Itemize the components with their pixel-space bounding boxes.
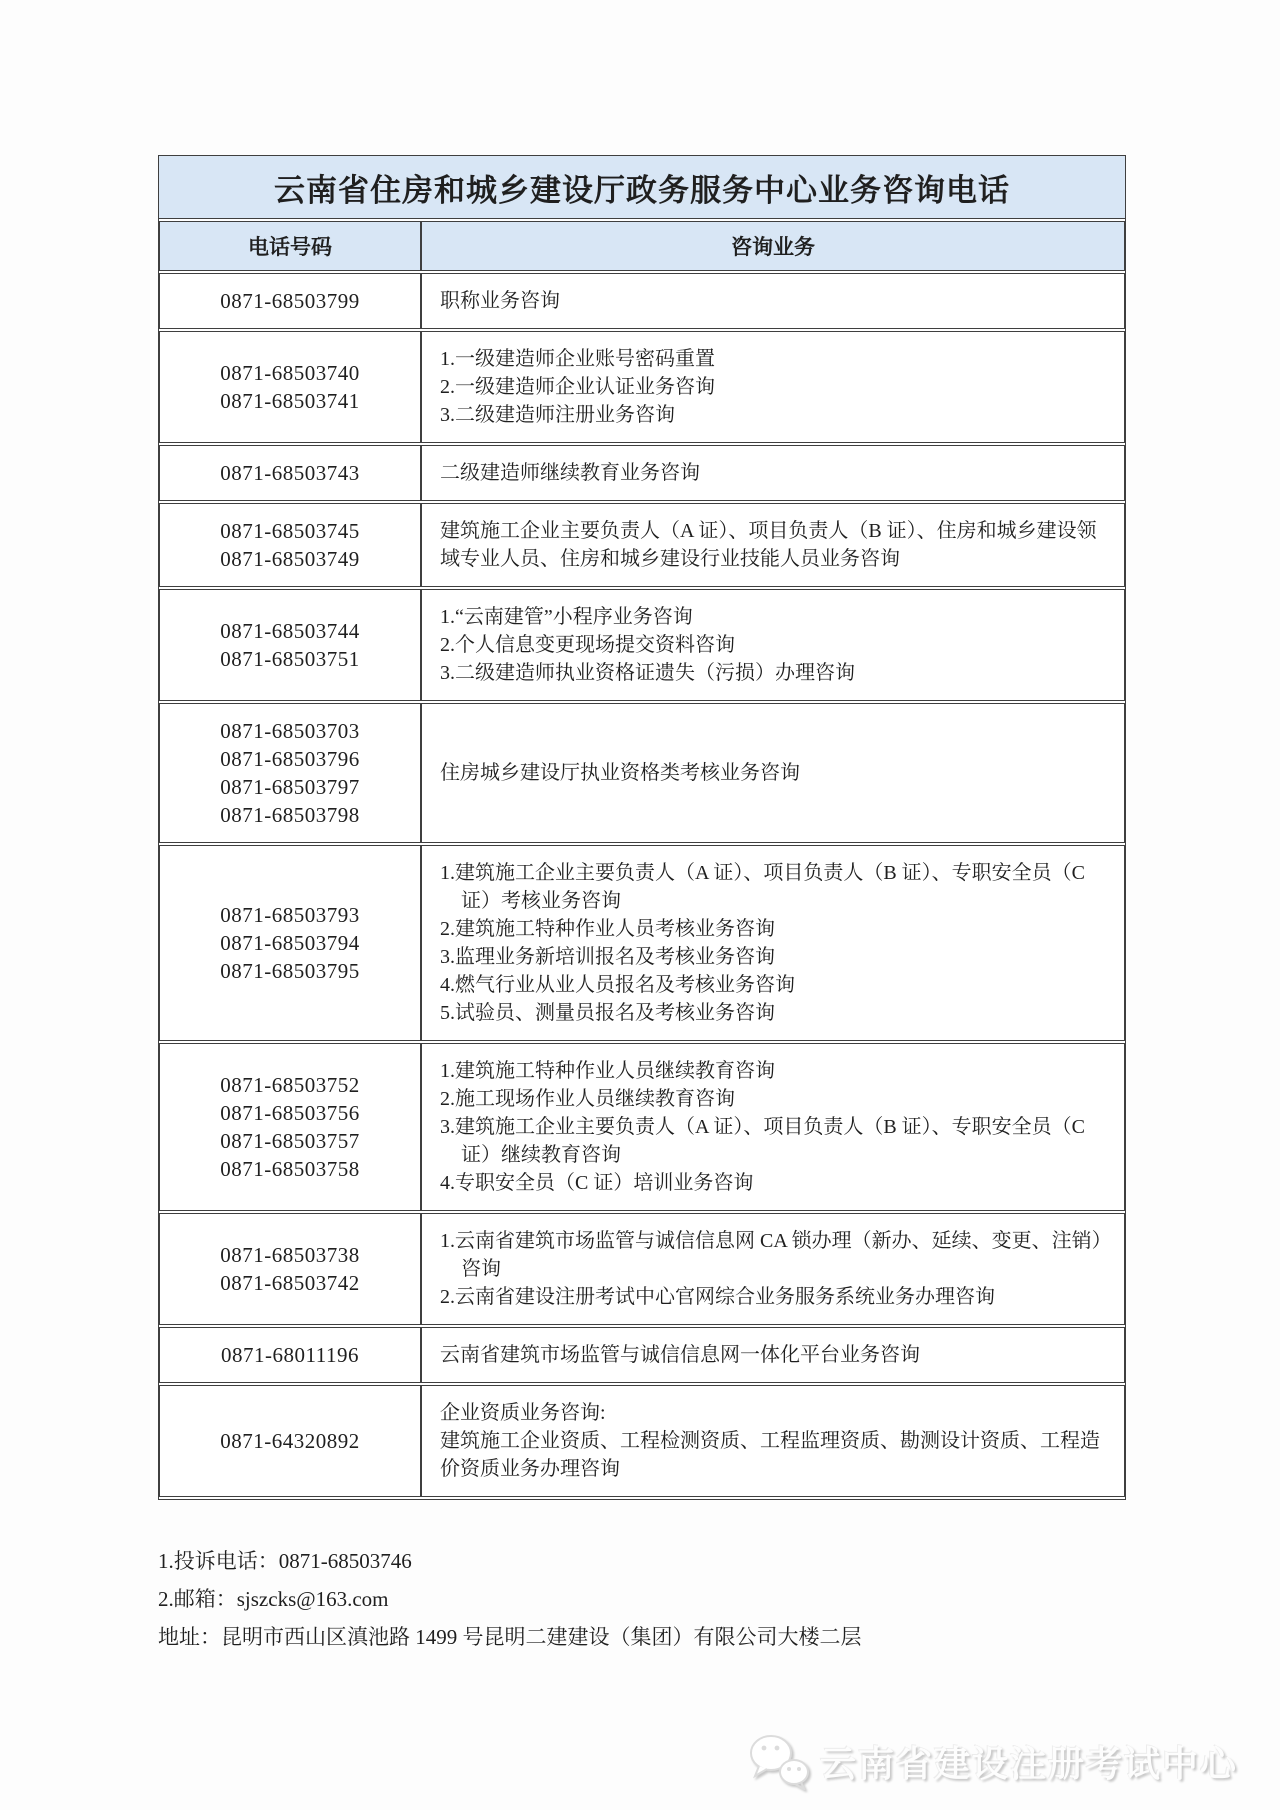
service-cell <box>421 845 1125 1041</box>
service-cell <box>421 445 1125 501</box>
phone-cell <box>159 1213 421 1325</box>
service-item: 4.燃气行业从业人员报名及考核业务咨询 <box>440 974 795 996</box>
service-item: 4.专职安全员（C 证）培训业务咨询 <box>440 1172 754 1194</box>
header-row <box>159 221 1125 271</box>
service-item: 3.建筑施工企业主要负责人（A 证）、项目负责人（B 证）、专职安全员（C 证）继续教育咨询 <box>440 1116 1086 1166</box>
table-row <box>159 1213 1125 1325</box>
phone-cell <box>159 331 421 443</box>
watermark-text: 云南省建设注册考试中心 <box>819 1742 1238 1784</box>
footer-contact-block <box>158 1542 1138 1656</box>
table-row <box>159 331 1125 443</box>
table-row <box>159 1043 1125 1211</box>
phone-cell <box>159 503 421 587</box>
service-cell <box>421 331 1125 443</box>
service-cell <box>421 1043 1125 1211</box>
complaint-phone-line: 1.投诉电话：0871-68503746 <box>158 1549 412 1573</box>
address-line: 地址：昆明市西山区滇池路 1499 号昆明二建建设（集团）有限公司大楼二层 <box>158 1625 862 1649</box>
service-item: 3.二级建造师注册业务咨询 <box>440 404 675 426</box>
service-cell <box>421 503 1125 587</box>
phone-number: 0871-68503740 <box>220 361 360 385</box>
table-row <box>159 845 1125 1041</box>
phone-number: 0871-68503752 <box>220 1073 360 1097</box>
phone-number: 0871-68503738 <box>220 1243 360 1267</box>
phone-number: 0871-68503756 <box>220 1101 360 1125</box>
service-cell <box>421 1385 1125 1497</box>
wechat-icon <box>746 1732 812 1790</box>
service-item: 企业资质业务咨询: <box>440 1402 606 1424</box>
service-item: 住房城乡建设厅执业资格类考核业务咨询 <box>440 762 800 784</box>
phone-number: 0871-68503758 <box>220 1157 360 1181</box>
service-item: 2.一级建造师企业认证业务咨询 <box>440 376 715 398</box>
table-row <box>159 703 1125 843</box>
phone-cell <box>159 445 421 501</box>
phone-cell <box>159 1385 421 1497</box>
service-item: 3.二级建造师执业资格证遗失（污损）办理咨询 <box>440 662 855 684</box>
phone-number: 0871-68503793 <box>220 903 360 927</box>
service-cell <box>421 589 1125 701</box>
phone-number: 0871-64320892 <box>220 1429 360 1453</box>
phone-cell <box>159 1327 421 1383</box>
service-item: 1.建筑施工企业主要负责人（A 证）、项目负责人（B 证）、专职安全员（C 证）考核业务咨询 <box>440 862 1086 912</box>
phone-number: 0871-68503743 <box>220 461 360 485</box>
phone-number: 0871-68503745 <box>220 519 360 543</box>
service-item: 2.建筑施工特种作业人员考核业务咨询 <box>440 918 775 940</box>
phone-number: 0871-68503794 <box>220 931 360 955</box>
service-item: 建筑施工企业主要负责人（A 证）、项目负责人（B 证）、住房和城乡建设领域专业人员、住房和城乡建设行业技能人员业务咨询 <box>440 520 1097 570</box>
table-row <box>159 503 1125 587</box>
column-header-service: 咨询业务 <box>421 221 1125 271</box>
phone-number: 0871-68503796 <box>220 747 360 771</box>
phone-number: 0871-68503703 <box>220 719 360 743</box>
service-item: 建筑施工企业资质、工程检测资质、工程监理资质、勘测设计资质、工程造价资质业务办理咨询 <box>440 1430 1100 1480</box>
service-cell <box>421 273 1125 329</box>
phone-cell <box>159 273 421 329</box>
phone-number: 0871-68503757 <box>220 1129 360 1153</box>
service-cell <box>421 1327 1125 1383</box>
service-cell <box>421 1213 1125 1325</box>
phone-cell <box>159 845 421 1041</box>
phone-number: 0871-68503741 <box>220 389 360 413</box>
service-item: 1.一级建造师企业账号密码重置 <box>440 348 715 370</box>
page-title: 云南省住房和城乡建设厅政务服务中心业务咨询电话 <box>159 156 1125 219</box>
service-item: 5.试验员、测量员报名及考核业务咨询 <box>440 1002 775 1024</box>
service-item: 1.建筑施工特种作业人员继续教育咨询 <box>440 1060 775 1082</box>
service-cell <box>421 703 1125 843</box>
hotline-table-container <box>158 155 1126 1500</box>
service-item: 3.监理业务新培训报名及考核业务咨询 <box>440 946 775 968</box>
table-row <box>159 445 1125 501</box>
service-item: 2.施工现场作业人员继续教育咨询 <box>440 1088 735 1110</box>
service-item: 1.云南省建筑市场监管与诚信信息网 CA 锁办理（新办、延续、变更、注销）咨询 <box>440 1230 1102 1280</box>
phone-number: 0871-68503751 <box>220 647 360 671</box>
phone-number: 0871-68503798 <box>220 803 360 827</box>
phone-number: 0871-68503797 <box>220 775 360 799</box>
column-header-phone: 电话号码 <box>159 221 421 271</box>
hotline-table <box>159 219 1125 1499</box>
watermark <box>746 1732 1238 1790</box>
phone-number: 0871-68503799 <box>220 289 360 313</box>
phone-number: 0871-68503742 <box>220 1271 360 1295</box>
phone-number: 0871-68011196 <box>221 1343 359 1367</box>
phone-cell <box>159 1043 421 1211</box>
phone-number: 0871-68503749 <box>220 547 360 571</box>
service-item: 职称业务咨询 <box>440 290 560 312</box>
service-item: 2.个人信息变更现场提交资料咨询 <box>440 634 735 656</box>
phone-number: 0871-68503744 <box>220 619 360 643</box>
service-item: 二级建造师继续教育业务咨询 <box>440 462 700 484</box>
table-row <box>159 589 1125 701</box>
phone-cell <box>159 589 421 701</box>
phone-number: 0871-68503795 <box>220 959 360 983</box>
table-row <box>159 1327 1125 1383</box>
table-row <box>159 1385 1125 1497</box>
service-item: 1.“云南建管”小程序业务咨询 <box>440 606 693 628</box>
table-row <box>159 273 1125 329</box>
phone-cell <box>159 703 421 843</box>
email-line: 2.邮箱：sjszcks@163.com <box>158 1587 389 1611</box>
service-item: 2.云南省建设注册考试中心官网综合业务服务系统业务办理咨询 <box>440 1286 995 1308</box>
service-item: 云南省建筑市场监管与诚信信息网一体化平台业务咨询 <box>440 1344 920 1366</box>
